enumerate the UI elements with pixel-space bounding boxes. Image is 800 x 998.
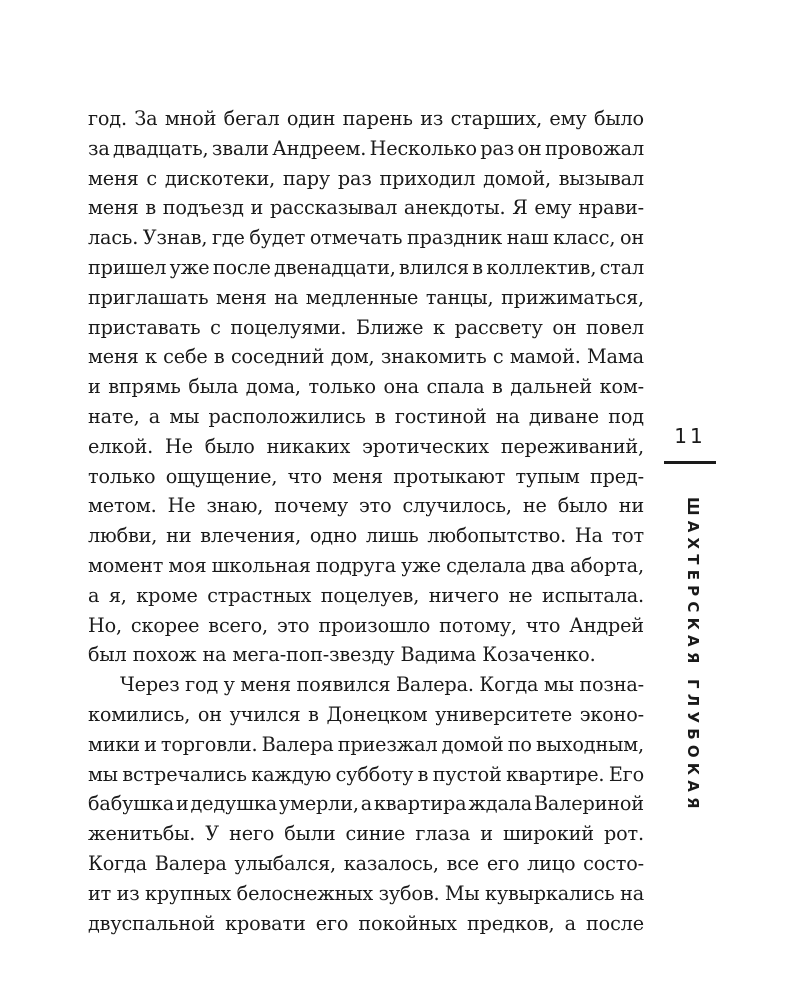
body-text (88, 104, 644, 938)
word: двуспальной (88, 911, 215, 935)
word: выходным, (535, 732, 644, 756)
word: из (116, 881, 140, 905)
word: только (308, 375, 376, 399)
word: глаза (415, 822, 471, 846)
word: пришел (88, 255, 167, 279)
word: рассвету (454, 315, 543, 339)
word: было (593, 107, 644, 130)
word: ком- (599, 375, 644, 399)
word: приезжал (337, 732, 438, 756)
word: с (146, 166, 157, 190)
word: это (359, 494, 392, 518)
word: в (374, 404, 386, 428)
word: он (619, 226, 644, 250)
word: Но, (88, 613, 122, 637)
word: была (188, 375, 239, 399)
word: Когда (479, 673, 539, 697)
word: ему (549, 107, 587, 130)
word: медленные (305, 285, 419, 309)
word: было (204, 434, 255, 458)
word: Мама (587, 345, 644, 369)
word: повел (586, 315, 644, 339)
word: состо- (583, 851, 644, 875)
word: казалось, (343, 851, 439, 875)
word: встречались (122, 762, 247, 786)
text-line (88, 193, 644, 223)
word: моя (168, 553, 207, 577)
word: лась. (88, 226, 139, 250)
word: него (229, 822, 275, 846)
word: университете (435, 702, 573, 726)
word: торговли. (160, 732, 258, 756)
text-line (88, 462, 644, 492)
word: к (144, 345, 157, 369)
word: к (433, 315, 445, 339)
text-line (88, 491, 644, 521)
word: рассказывал (269, 196, 398, 220)
word: ничего (428, 583, 500, 607)
word: праздник (406, 226, 503, 250)
word: у (223, 673, 235, 697)
word: в (145, 196, 157, 220)
word: крупных (145, 881, 232, 905)
text-line (88, 432, 644, 462)
word: все (446, 851, 480, 875)
word: диване (528, 404, 599, 428)
word: он (552, 315, 577, 339)
word: спала (426, 375, 485, 399)
word: аборта, (569, 553, 644, 577)
word: уже (401, 553, 441, 577)
word: Я (512, 196, 528, 220)
word: кровати (225, 911, 306, 935)
word: протыкают (393, 464, 506, 488)
word: старших, (450, 107, 543, 130)
page-number-divider (664, 461, 716, 464)
word: меня (88, 166, 139, 190)
text-line (88, 730, 644, 760)
word: Ближе (356, 315, 424, 339)
word: в (308, 702, 319, 726)
word: дискотеки, (164, 166, 276, 190)
word: его (486, 851, 520, 875)
word: приходил (379, 166, 476, 190)
word: Мы (444, 881, 480, 905)
word: пустой (432, 762, 502, 786)
word: тот (611, 524, 644, 548)
word: приставать (88, 315, 201, 339)
word: с (492, 345, 504, 369)
word: дом, (330, 345, 375, 369)
text-line (88, 223, 644, 253)
word: стал (599, 255, 644, 279)
word: широкий (502, 822, 594, 846)
word: он (517, 136, 542, 160)
word: были (284, 822, 336, 846)
text-line (88, 104, 644, 134)
word: и (144, 732, 157, 756)
text-line (88, 551, 644, 581)
word: класс, (553, 226, 616, 250)
word: На (574, 524, 603, 548)
word: провожал (544, 136, 644, 160)
word: в (213, 345, 225, 369)
word: что (525, 613, 561, 637)
word: предков, (466, 911, 555, 935)
word: За (134, 107, 158, 130)
word: умерли, (278, 792, 359, 816)
word: себе (163, 345, 208, 369)
word: домой, (483, 166, 551, 190)
text-line (88, 789, 644, 819)
word: позна- (579, 673, 644, 697)
word: меня (88, 345, 139, 369)
running-title: ШАХТЕРСКАЯ ГЛУБОКАЯ (684, 497, 702, 814)
word: никаких (266, 434, 351, 458)
word: поцелуев, (320, 583, 420, 607)
word: каждую (251, 762, 332, 786)
text-line (88, 164, 644, 194)
word: переживаний, (500, 434, 644, 458)
text-line (88, 313, 644, 343)
word: женитьбы. (88, 822, 196, 846)
word: Узнав, (142, 226, 208, 250)
word: она (383, 375, 419, 399)
word: квартира (373, 792, 467, 816)
word: похож (132, 643, 197, 667)
word: расположились (208, 404, 366, 428)
word: кувыркались (485, 881, 615, 905)
word: любопытство. (427, 524, 567, 548)
word: пару (282, 166, 331, 190)
text-line (88, 402, 644, 432)
word: он (197, 702, 222, 726)
text-line (88, 640, 644, 670)
word: после (586, 911, 644, 935)
word: сделала (446, 553, 527, 577)
word: год. (88, 107, 127, 130)
word: меня (88, 196, 139, 220)
text-line (88, 253, 644, 283)
word: влился (399, 255, 469, 279)
word: только (88, 464, 156, 488)
word: скорее (130, 613, 200, 637)
word: анекдоты. (403, 196, 506, 220)
word: а (360, 792, 373, 816)
word: а (564, 911, 576, 935)
word: не (508, 583, 533, 607)
word: школьная (211, 553, 311, 577)
word: и (88, 375, 101, 399)
word: подъезд (162, 196, 244, 220)
word: Андрей (569, 613, 644, 637)
word: меня (332, 464, 383, 488)
word: почему (274, 494, 348, 518)
word: Вадима (400, 643, 477, 667)
word: на (274, 285, 299, 309)
word: один (286, 107, 336, 130)
word: тупым (515, 464, 580, 488)
word: соседний (230, 345, 325, 369)
text-line (88, 283, 644, 313)
word: двенадцати, (274, 255, 396, 279)
word: и (175, 792, 189, 816)
word: на (202, 643, 227, 667)
word: отмечать (309, 226, 403, 250)
text-line (88, 372, 644, 402)
word: за (88, 136, 110, 160)
word: прижиматься, (501, 285, 644, 309)
word: мы (543, 673, 574, 697)
word: а (88, 583, 100, 607)
word: с (210, 315, 221, 339)
word: танцы, (425, 285, 494, 309)
word: под (608, 404, 644, 428)
word: субботу (335, 762, 414, 786)
word: мега-поп-звезду (232, 643, 395, 667)
word: дома, (245, 375, 301, 399)
word: Не (167, 494, 196, 518)
word: Андреем. (272, 136, 367, 160)
word: Его (608, 762, 644, 786)
word: раз (337, 166, 372, 190)
word: где (211, 226, 245, 250)
word: любви, (88, 524, 158, 548)
word: Валериной (533, 792, 644, 816)
word: Валера (261, 732, 334, 756)
word: влечения, (200, 524, 302, 548)
word: испытала. (541, 583, 644, 607)
word: появился (296, 673, 391, 697)
word: учился (229, 702, 301, 726)
word: домой (441, 732, 504, 756)
word: елкой. (88, 434, 154, 458)
text-line (88, 521, 644, 551)
word: ит (88, 881, 112, 905)
word: парень (342, 107, 413, 130)
word: ощущение, (165, 464, 278, 488)
word: подруга (315, 553, 397, 577)
word: будет (249, 226, 306, 250)
word: бабушка (88, 792, 175, 816)
word: уже (169, 255, 210, 279)
word: его (315, 911, 349, 935)
word: Валера (154, 851, 227, 875)
text-line (88, 670, 644, 700)
word: двадцать, (113, 136, 209, 160)
word: знакомить (380, 345, 487, 369)
word: приглашать (88, 285, 209, 309)
word: белоснежных (236, 881, 374, 905)
word: из (420, 107, 444, 130)
text-line (88, 760, 644, 790)
word: эротических (362, 434, 489, 458)
word: знаю, (206, 494, 264, 518)
word: мы (88, 762, 118, 786)
page-number: 11 (674, 424, 706, 448)
word: произошло (318, 613, 431, 637)
word: впрямь (108, 375, 181, 399)
word: дальней (510, 375, 593, 399)
word: гостиной (394, 404, 487, 428)
word: на (495, 404, 520, 428)
word: меня (240, 673, 291, 697)
word: синие (345, 822, 406, 846)
word: меня (216, 285, 267, 309)
word: Когда (88, 851, 147, 875)
text-line (88, 342, 644, 372)
word: по (507, 732, 532, 756)
word: лишь (365, 524, 419, 548)
text-line (88, 134, 644, 164)
word: страстных (207, 583, 312, 607)
word: дедушка (190, 792, 278, 816)
word: что (287, 464, 323, 488)
word: мики (88, 732, 140, 756)
word: Не (165, 434, 193, 458)
word: рот. (603, 822, 644, 846)
word: всего, (208, 613, 269, 637)
word: комились, (88, 702, 191, 726)
word: зубов. (378, 881, 440, 905)
word: год (185, 673, 219, 697)
word: и (250, 196, 264, 220)
word: мы (169, 404, 200, 428)
word: было (557, 494, 608, 518)
text-line (88, 700, 644, 730)
word: коллектив, (486, 255, 597, 279)
word: кроме (136, 583, 198, 607)
word: наш (506, 226, 549, 250)
word: бегал (223, 107, 280, 130)
text-line (88, 611, 644, 641)
text-line (88, 581, 644, 611)
word: момент (88, 553, 164, 577)
text-line (88, 879, 644, 909)
word: раз (480, 136, 515, 160)
word: ему (534, 196, 572, 220)
word: метом. (88, 494, 157, 518)
word: У (205, 822, 219, 846)
word: звали (211, 136, 269, 160)
word: улыбался, (234, 851, 336, 875)
text-line (88, 909, 644, 939)
word: в (491, 375, 503, 399)
word: эконо- (579, 702, 644, 726)
word: пред- (589, 464, 644, 488)
word: Донецком (326, 702, 428, 726)
word: после (212, 255, 271, 279)
word: ни (618, 494, 644, 518)
word: не (522, 494, 547, 518)
word: нрави- (578, 196, 644, 220)
word: вызывал (558, 166, 644, 190)
word: это (277, 613, 310, 637)
word: ждала (468, 792, 533, 816)
word: в (472, 255, 483, 279)
word: поцелуями. (230, 315, 347, 339)
word: я, (108, 583, 127, 607)
word: мной (164, 107, 217, 130)
text-line (88, 849, 644, 879)
word: Валера. (395, 673, 474, 697)
word: потому, (439, 613, 517, 637)
word: Несколько (369, 136, 477, 160)
word: а (148, 404, 161, 428)
word: два (531, 553, 565, 577)
word: одно (309, 524, 357, 548)
word: в (417, 762, 429, 786)
word: случилось, (402, 494, 512, 518)
word: квартире. (506, 762, 605, 786)
word: и (480, 822, 493, 846)
word: Козаченко. (482, 643, 596, 667)
word: Через (120, 673, 180, 697)
word: на (620, 881, 644, 905)
word: ни (166, 524, 192, 548)
word: мамой. (509, 345, 581, 369)
word: покойных (358, 911, 457, 935)
word: лицо (527, 851, 576, 875)
word: нате, (88, 404, 140, 428)
word: был (88, 643, 127, 667)
text-line (88, 819, 644, 849)
